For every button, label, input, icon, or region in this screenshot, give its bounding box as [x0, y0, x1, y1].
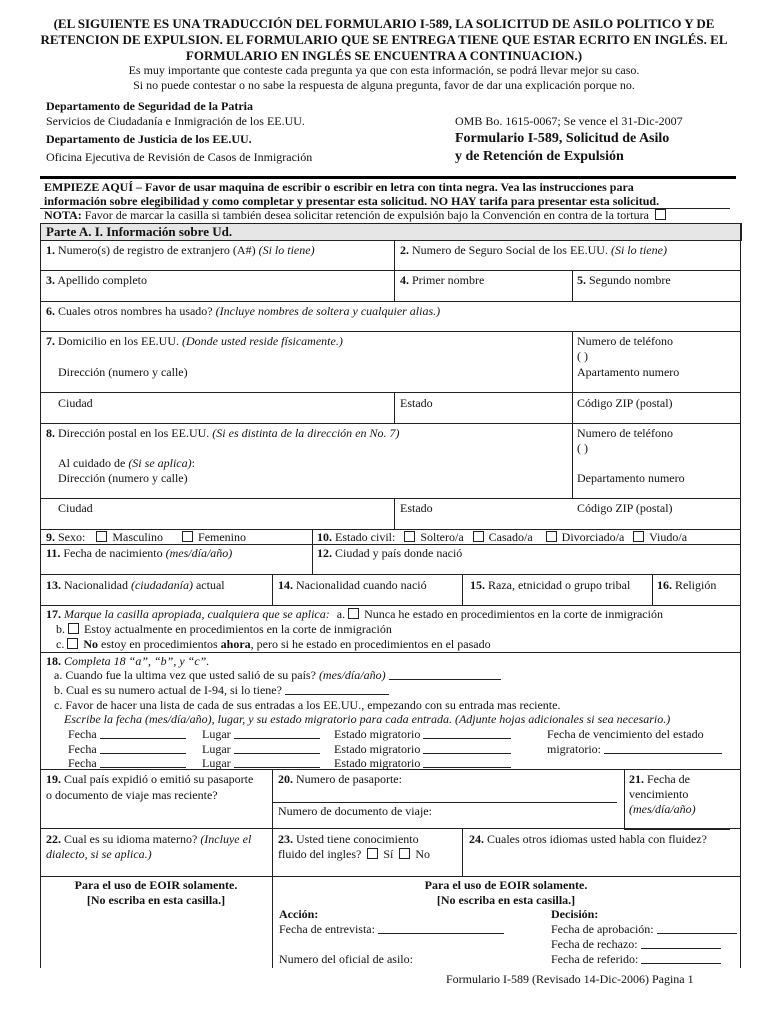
marital-divorced-label: Divorciado/a	[561, 530, 625, 544]
q5-text: Segundo nombre	[589, 273, 671, 287]
q17c-tail: , pero si he estado en procedimientos en el pasado	[250, 637, 491, 651]
q10-text: Estado civil:	[335, 530, 396, 544]
q9-label	[46, 530, 246, 545]
rule	[272, 574, 273, 605]
eoir-action-label: Acción:	[279, 907, 319, 921]
text: :	[191, 456, 195, 470]
q13-label	[46, 578, 225, 593]
eoir-right-note: [No escriba en esta casilla.]	[436, 893, 576, 907]
q3-label	[46, 273, 147, 288]
instructions-line1: EMPIEZE AQUÍ – Favor de usar maquina de escribir o escribir en letra con tinta negra. Vea las instrucciones para	[44, 180, 634, 194]
entry-place-2	[202, 742, 320, 757]
q7-note: (Donde usted reside físicamente.)	[181, 334, 343, 348]
q13-number: 13.	[46, 578, 61, 592]
q19-text2: o documento de viaje mas reciente?	[46, 788, 218, 802]
q8-street-label: Dirección (numero y calle)	[58, 471, 188, 485]
q7-text: Domicilio en los EE.UU.	[58, 334, 179, 348]
q8-city-label: Ciudad	[58, 501, 93, 515]
entry-row-1	[68, 727, 186, 742]
q7-zip-label: Código ZIP (postal)	[577, 396, 673, 410]
q8-care-of-label	[58, 456, 195, 471]
english-yes-checkbox[interactable]	[367, 848, 378, 859]
q13-note: (ciudadanía)	[130, 578, 193, 592]
q5-label	[577, 273, 671, 288]
q11-label	[46, 546, 232, 561]
marital-single-label: Soltero/a	[420, 530, 464, 544]
q8-phone-parens: ( )	[577, 441, 588, 455]
q15-text: Raza, etnicidad o grupo tribal	[488, 578, 631, 592]
marital-married-checkbox[interactable]	[473, 531, 484, 542]
q7-apt-label: Apartamento numero	[577, 365, 680, 379]
entry-place-line[interactable]	[234, 738, 320, 739]
q7-phone-label: Numero de teléfono	[577, 334, 673, 348]
q23-text2: fluido del ingles?	[278, 847, 362, 861]
part-title: Parte A. I. Información sobre Ud.	[46, 224, 233, 239]
q12-text: Ciudad y país donde nació	[335, 546, 463, 560]
q11-number: 11.	[46, 546, 61, 560]
rule	[462, 828, 463, 876]
q13-text: Nacionalidad	[64, 578, 128, 592]
entry-row-3	[68, 756, 186, 771]
rule	[652, 574, 653, 605]
status-expiry-label-2	[547, 742, 722, 757]
q2-label	[400, 243, 667, 258]
q1-label	[46, 243, 315, 258]
rule	[312, 529, 313, 574]
rule	[624, 769, 625, 828]
rule	[40, 392, 740, 393]
q17c-checkbox[interactable]	[67, 638, 78, 649]
eoir-decision-label: Decisión:	[551, 907, 599, 921]
marital-single-checkbox[interactable]	[404, 531, 415, 542]
rule	[40, 574, 740, 575]
q8-text: Dirección postal en los EE.UU.	[58, 426, 210, 440]
entry-status-label: Estado migratorio	[334, 742, 421, 756]
eoir-interview-date	[279, 922, 504, 937]
q17c-label	[56, 637, 491, 652]
q14-text: Nacionalidad cuando nació	[296, 578, 427, 592]
q22-note2: dialecto, si se aplica.)	[46, 847, 152, 861]
q6-label	[46, 304, 440, 319]
status-expiry-line[interactable]	[604, 753, 722, 754]
eoir-denial-line[interactable]	[641, 948, 721, 949]
q18b-label	[54, 683, 389, 698]
sex-male-checkbox[interactable]	[96, 531, 107, 542]
q18c-note: Escribe la fecha (mes/día/año), lugar, y su estado migratorio para cada entrada. (Adjunte hojas adicionales si sea necesario.)	[64, 712, 671, 726]
q17-text: Marque la casilla apropiada, cualquiera que se aplica:	[64, 607, 330, 621]
marital-divorced-checkbox[interactable]	[546, 531, 557, 542]
entry-place-3	[202, 756, 320, 771]
eoir-denial-label: Fecha de rechazo:	[551, 937, 638, 951]
q23-line2	[278, 847, 430, 862]
q21-text1: Fecha de	[647, 772, 690, 786]
q17b-checkbox[interactable]	[68, 623, 79, 634]
q18a-text: a. Cuando fue la ultima vez que usted salió de su país?	[54, 668, 316, 682]
q17c-prefix: c.	[56, 637, 65, 651]
q17c-ahora: ahora	[220, 637, 251, 651]
q8-phone-label: Numero de teléfono	[577, 426, 673, 440]
q9-text: Sexo:	[58, 530, 86, 544]
instructions-line2: información sobre elegibilidad y como completar y presentar esta solicitud. NO HAY tarifa para presentar esta solicitud.	[44, 194, 660, 208]
q15-number: 15.	[470, 578, 485, 592]
care-of-text: Al cuidado de	[58, 456, 126, 470]
entry-status-1	[334, 727, 511, 742]
q21-number: 21.	[629, 772, 644, 786]
q20b-label: Numero de documento de viaje:	[278, 804, 432, 818]
q18a-note: (mes/día/año)	[318, 668, 386, 682]
marital-married-label: Casado/a	[488, 530, 533, 544]
uscis-name: Servicios de Ciudadanía e Inmigración de los EE.UU.	[46, 114, 305, 128]
entry-row-2	[68, 742, 186, 757]
q19-text1: Cual país expidió o emitió su pasaporte	[64, 772, 254, 786]
form-title-line2: y de Retención de Expulsión	[455, 149, 624, 164]
q18c-label: c. Favor de hacer una lista de cada de sus entradas a los EE.UU., empezando con su entrada mas reciente.	[54, 698, 561, 712]
q18a-line[interactable]	[389, 679, 501, 680]
q17a-text: Nunca he estado en procedimientos en la corte de inmigración	[364, 607, 663, 621]
rule	[394, 392, 395, 423]
eoir-interview-label: Fecha de entrevista:	[279, 922, 375, 936]
q1-note: (Si lo tiene)	[258, 243, 315, 257]
q19-number: 19.	[46, 772, 61, 786]
q10-number: 10.	[317, 530, 332, 544]
q18-number: 18.	[46, 654, 61, 668]
q8-dept-label: Departamento numero	[577, 471, 685, 485]
rule	[394, 498, 395, 529]
rule	[624, 829, 730, 830]
english-yes-label: Sí	[383, 847, 394, 861]
q8-number: 8.	[46, 426, 55, 440]
entry-status-label: Estado migratorio	[334, 756, 421, 770]
entry-status-line[interactable]	[423, 753, 511, 754]
q18b-line[interactable]	[285, 694, 389, 695]
rule	[40, 240, 740, 241]
eoir-referral-date	[551, 952, 721, 967]
q14-label	[278, 578, 427, 593]
eoir-denial-date	[551, 937, 721, 952]
q8-label	[46, 426, 400, 441]
nota-text: Favor de marcar la casilla si también desea solicitar retención de expulsión bajo la Convención en contra de la tortura	[84, 208, 649, 222]
q7-number: 7.	[46, 334, 55, 348]
q23-number: 23.	[278, 832, 293, 846]
dept-homeland-security: Departamento de Seguridad de la Patria	[46, 99, 253, 113]
entry-status-line[interactable]	[423, 767, 511, 768]
translation-notice-line2: RETENCION DE EXPULSION. EL FORMULARIO QUE SE ENTREGA TIENE QUE ESTAR ECRITO EN INGLÉS. EL	[40, 32, 728, 47]
q17b-label	[56, 622, 392, 637]
q11-note: (mes/día/año)	[165, 546, 233, 560]
eoir-approval-label: Fecha de aprobación:	[551, 922, 654, 936]
entry-place-1	[202, 727, 320, 742]
entry-place-line[interactable]	[234, 753, 320, 754]
english-no-label: No	[415, 847, 431, 861]
q20-number: 20.	[278, 772, 293, 786]
eoir-referral-label: Fecha de referido:	[551, 952, 639, 966]
q16-text: Religión	[675, 578, 717, 592]
english-no-checkbox[interactable]	[399, 848, 410, 859]
q17-number: 17.	[46, 607, 61, 621]
q22-number: 22.	[46, 832, 61, 846]
form-title-line1: Formulario I-589, Solicitud de Asilo	[455, 131, 670, 146]
q17c-no: No	[83, 637, 98, 651]
eoir-approval-line[interactable]	[657, 933, 737, 934]
rule	[40, 498, 740, 499]
entry-date-line[interactable]	[100, 738, 186, 739]
status-expiry-label-1: Fecha de vencimiento del estado	[547, 727, 704, 741]
q16-number: 16.	[657, 578, 672, 592]
q8-state-label: Estado	[400, 501, 433, 515]
q8-note: (Si es distinta de la dirección en No. 7)	[212, 426, 400, 440]
entry-status-2	[334, 742, 511, 757]
q22-text: Cual es su idioma materno?	[64, 832, 198, 846]
q17c-mid: estoy en procedimientos	[101, 637, 218, 651]
q9-number: 9.	[46, 530, 55, 544]
q17b-prefix: b.	[56, 622, 65, 636]
q18-text: Completa 18 “a”, “b”, y “c”.	[64, 654, 210, 668]
q3-text: Apellido completo	[57, 273, 147, 287]
rule	[572, 331, 573, 498]
rule	[40, 301, 740, 302]
entry-status-3	[334, 756, 511, 771]
q6-note: (Incluye nombres de soltera y cualquier alias.)	[215, 304, 441, 318]
q15-label	[470, 578, 630, 593]
q24-text: Cuales otros idiomas usted habla con fluidez?	[487, 832, 707, 846]
dept-justice: Departamento de Justicia de los EE.UU.	[46, 132, 252, 146]
importance-notice-line2: Si no puede contestar o no sabe la respuesta de alguna pregunta, favor de dar una explicación porque no.	[133, 78, 635, 92]
marital-widowed-label: Viudo/a	[649, 530, 688, 544]
entry-date-label: Fecha	[68, 742, 97, 756]
eoir-interview-line[interactable]	[378, 933, 504, 934]
q12-number: 12.	[317, 546, 332, 560]
rule	[40, 652, 740, 653]
q18a-label	[54, 668, 501, 683]
status-expiry-text: migratorio:	[547, 742, 601, 756]
entry-place-label: Lugar	[202, 742, 231, 756]
translation-notice-line1: (EL SIGUIENTE ES UNA TRADUCCIÓN DEL FORMULARIO I-589, LA SOLICITUD DE ASILO POLITICO Y DE	[53, 16, 715, 31]
top-rule	[40, 176, 736, 179]
q7-label	[46, 334, 343, 349]
omb-number: OMB Bo. 1615-0067; Se vence el 31-Dic-2007	[455, 114, 683, 128]
nota-line	[44, 208, 668, 223]
q6-number: 6.	[46, 304, 55, 318]
sex-female-label: Femenino	[198, 530, 247, 544]
q4-text: Primer nombre	[412, 273, 485, 287]
care-of-note: (Si se aplica)	[128, 456, 192, 470]
marital-widowed-checkbox[interactable]	[633, 531, 644, 542]
q13-tail: actual	[195, 578, 225, 592]
translation-notice-line3: FORMULARIO EN INGLÉS SE ENCUENTRA A CONTINUACION.)	[185, 48, 583, 63]
rule	[272, 769, 273, 968]
q4-number: 4.	[400, 273, 409, 287]
q1-number: 1.	[46, 243, 55, 257]
eoir-approval-date	[551, 922, 737, 937]
torture-convention-checkbox[interactable]	[655, 209, 666, 220]
q19-label	[46, 772, 253, 787]
q21-text3: (mes/día/año)	[629, 802, 696, 816]
q3-number: 3.	[46, 273, 55, 287]
q2-note: (Si lo tiene)	[610, 243, 667, 257]
q22-note1: (Incluye el	[200, 832, 252, 846]
rule	[40, 331, 740, 332]
q16-label	[657, 578, 716, 593]
entry-place-line[interactable]	[234, 767, 320, 768]
rule	[462, 574, 463, 605]
entry-status-label: Estado migratorio	[334, 727, 421, 741]
eoir-left-title: Para el uso de EOIR solamente.	[74, 878, 238, 892]
q6-text: Cuales otros nombres ha usado?	[58, 304, 213, 318]
q22-label	[46, 832, 251, 847]
rule	[40, 270, 740, 271]
q7-city-label: Ciudad	[58, 396, 93, 410]
rule	[40, 605, 740, 606]
importance-notice-line1: Es muy importante que conteste cada pregunta ya que con esta información, se podrá llevar mejor su caso.	[128, 63, 640, 77]
eoir-right-title: Para el uso de EOIR solamente.	[424, 878, 588, 892]
q24-number: 24.	[469, 832, 484, 846]
q23-text1: Usted tiene conocimiento	[296, 832, 419, 846]
rule	[272, 802, 617, 803]
sex-female-checkbox[interactable]	[182, 531, 193, 542]
rule	[40, 240, 41, 968]
q7-street-label: Dirección (numero y calle)	[58, 365, 188, 379]
q17a-prefix: a.	[336, 607, 346, 621]
q17a-checkbox[interactable]	[348, 608, 359, 619]
entry-place-label: Lugar	[202, 756, 231, 770]
q12-label	[317, 546, 462, 561]
entry-status-line[interactable]	[423, 738, 511, 739]
q8-zip-label: Código ZIP (postal)	[577, 501, 673, 515]
q14-number: 14.	[278, 578, 293, 592]
eoir-referral-line[interactable]	[641, 963, 721, 964]
q20-text: Numero de pasaporte:	[296, 772, 402, 786]
form-footer: Formulario I-589 (Revisado 14-Dic-2006) Pagina 1	[446, 972, 694, 986]
q24-label	[469, 832, 707, 847]
q2-text: Numero de Seguro Social de los EE.UU.	[412, 243, 608, 257]
entry-date-label: Fecha	[68, 756, 97, 770]
q4-label	[400, 273, 484, 288]
q17b-text: Estoy actualmente en procedimientos en la corte de inmigración	[84, 622, 392, 636]
q18b-text: b. Cual es su numero actual de I-94, si lo tiene?	[54, 683, 282, 697]
rule	[572, 270, 573, 301]
q20-label	[278, 772, 402, 787]
entry-date-line[interactable]	[100, 753, 186, 754]
q5-number: 5.	[577, 273, 586, 287]
q1-text: Numero(s) de registro de extranjero (A#)	[58, 243, 256, 257]
q21-text2: vencimiento	[629, 787, 689, 801]
rule	[40, 423, 740, 424]
entry-date-label: Fecha	[68, 727, 97, 741]
q11-text: Fecha de nacimiento	[63, 546, 163, 560]
eoir-left-note: [No escriba en esta casilla.]	[86, 893, 226, 907]
rule	[394, 240, 395, 301]
entry-place-label: Lugar	[202, 727, 231, 741]
nota-label: NOTA:	[44, 208, 82, 222]
q7-state-label: Estado	[400, 396, 433, 410]
rule	[740, 223, 741, 968]
q23-label	[278, 832, 419, 847]
q10-label	[317, 530, 687, 545]
eoir-name: Oficina Ejecutiva de Revisión de Casos de Inmigración	[46, 150, 313, 164]
q2-number: 2.	[400, 243, 409, 257]
q17-label	[46, 607, 663, 622]
q21-label	[629, 772, 690, 787]
eoir-officer-label: Numero del oficial de asilo:	[279, 952, 413, 966]
q7-phone-parens: ( )	[577, 349, 588, 363]
q18-label	[46, 654, 209, 669]
sex-male-label: Masculino	[112, 530, 164, 544]
rule	[40, 876, 740, 877]
entry-date-line[interactable]	[100, 767, 186, 768]
